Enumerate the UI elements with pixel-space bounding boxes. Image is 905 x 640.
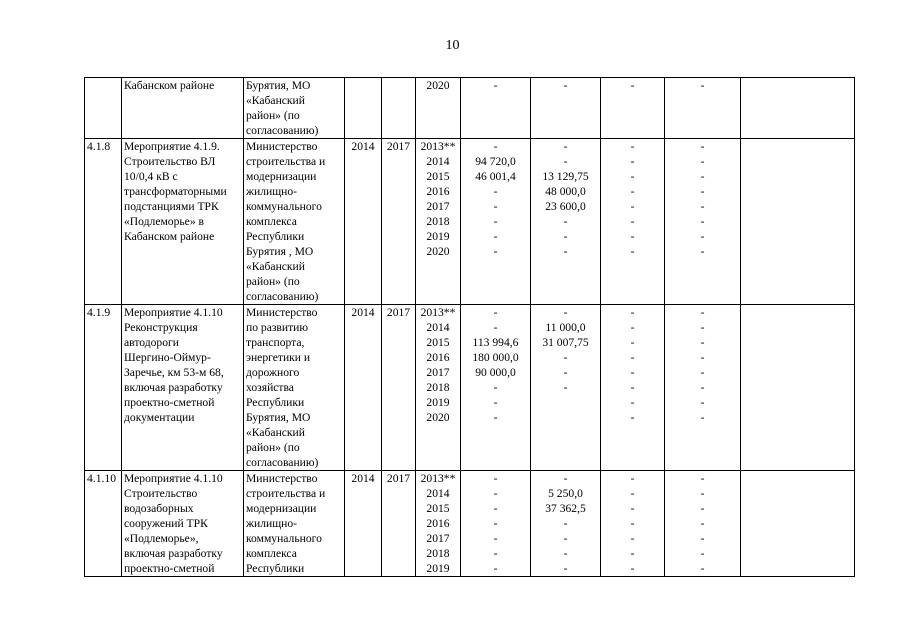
table-row (85, 78, 855, 139)
funding-col-1: - - 113 994,6 180 000,0 90 000,0 - - - (461, 305, 531, 471)
funding-col-5 (741, 139, 855, 305)
funding-col-2: - 11 000,0 31 007,75 - - - (531, 305, 601, 471)
funding-col-4: - (665, 78, 741, 139)
table-row (85, 139, 855, 305)
start-year: 2014 (345, 471, 382, 577)
item-number: 4.1.10 (85, 471, 122, 577)
measure-name: Кабанском районе (122, 78, 244, 139)
funding-col-4: - - - - - - - - (665, 139, 741, 305)
funding-years: 2013** 2014 2015 2016 2017 2018 2019 2020 (416, 305, 461, 471)
executor: Бурятия, МО «Кабанский район» (по согласованию) (244, 78, 345, 139)
funding-col-1: - (461, 78, 531, 139)
funding-years: 2013** 2014 2015 2016 2017 2018 2019 2020 (416, 139, 461, 305)
funding-col-5 (741, 305, 855, 471)
end-year: 2017 (382, 139, 416, 305)
start-year: 2014 (345, 139, 382, 305)
executor: Министерство строительства и модернизации жилищно- коммунального комплекса Республики Бурятия , МО «Кабанский район» (по согласованию) (244, 139, 345, 305)
funding-col-4: - - - - - - - - (665, 305, 741, 471)
end-year: 2017 (382, 471, 416, 577)
funding-col-1: - - - - - - - (461, 471, 531, 577)
item-number (85, 78, 122, 139)
funding-col-2: - - 13 129,75 48 000,0 23 600,0 - - - (531, 139, 601, 305)
end-year: 2017 (382, 305, 416, 471)
funding-col-4: - - - - - - - (665, 471, 741, 577)
page-number: 10 (445, 38, 460, 53)
funding-years: 2013** 2014 2015 2016 2017 2018 2019 (416, 471, 461, 577)
funding-col-2: - (531, 78, 601, 139)
funding-col-5 (741, 78, 855, 139)
table-row (85, 471, 855, 577)
funding-col-3: - - - - - - - (601, 471, 665, 577)
end-year (382, 78, 416, 139)
funding-col-3: - (601, 78, 665, 139)
item-number: 4.1.8 (85, 139, 122, 305)
start-year (345, 78, 382, 139)
funding-col-2: - 5 250,0 37 362,5 - - - - (531, 471, 601, 577)
funding-years: 2020 (416, 78, 461, 139)
program-table (84, 77, 855, 577)
measure-name: Мероприятие 4.1.10 Реконструкция автодороги Шергино-Оймур- Заречье, км 53-м 68, включая разработку проектно-сметной документации (122, 305, 244, 471)
executor: Министерство по развитию транспорта, энергетики и дорожного хозяйства Республики Бурятия, МО «Кабанский район» (по согласованию) (244, 305, 345, 471)
measure-name: Мероприятие 4.1.10 Строительство водозаборных сооружений ТРК «Подлеморье», включая разработку проектно-сметной (122, 471, 244, 577)
measure-name: Мероприятие 4.1.9. Строительство ВЛ 10/0,4 кВ с трансформаторными подстанциями ТРК «Подлеморье» в Кабанском районе (122, 139, 244, 305)
funding-col-1: - 94 720,0 46 001,4 - - - - - (461, 139, 531, 305)
funding-col-5 (741, 471, 855, 577)
item-number: 4.1.9 (85, 305, 122, 471)
table-row (85, 305, 855, 471)
executor: Министерство строительства и модернизации жилищно- коммунального комплекса Республики (244, 471, 345, 577)
funding-col-3: - - - - - - - - (601, 305, 665, 471)
start-year: 2014 (345, 305, 382, 471)
funding-col-3: - - - - - - - - (601, 139, 665, 305)
